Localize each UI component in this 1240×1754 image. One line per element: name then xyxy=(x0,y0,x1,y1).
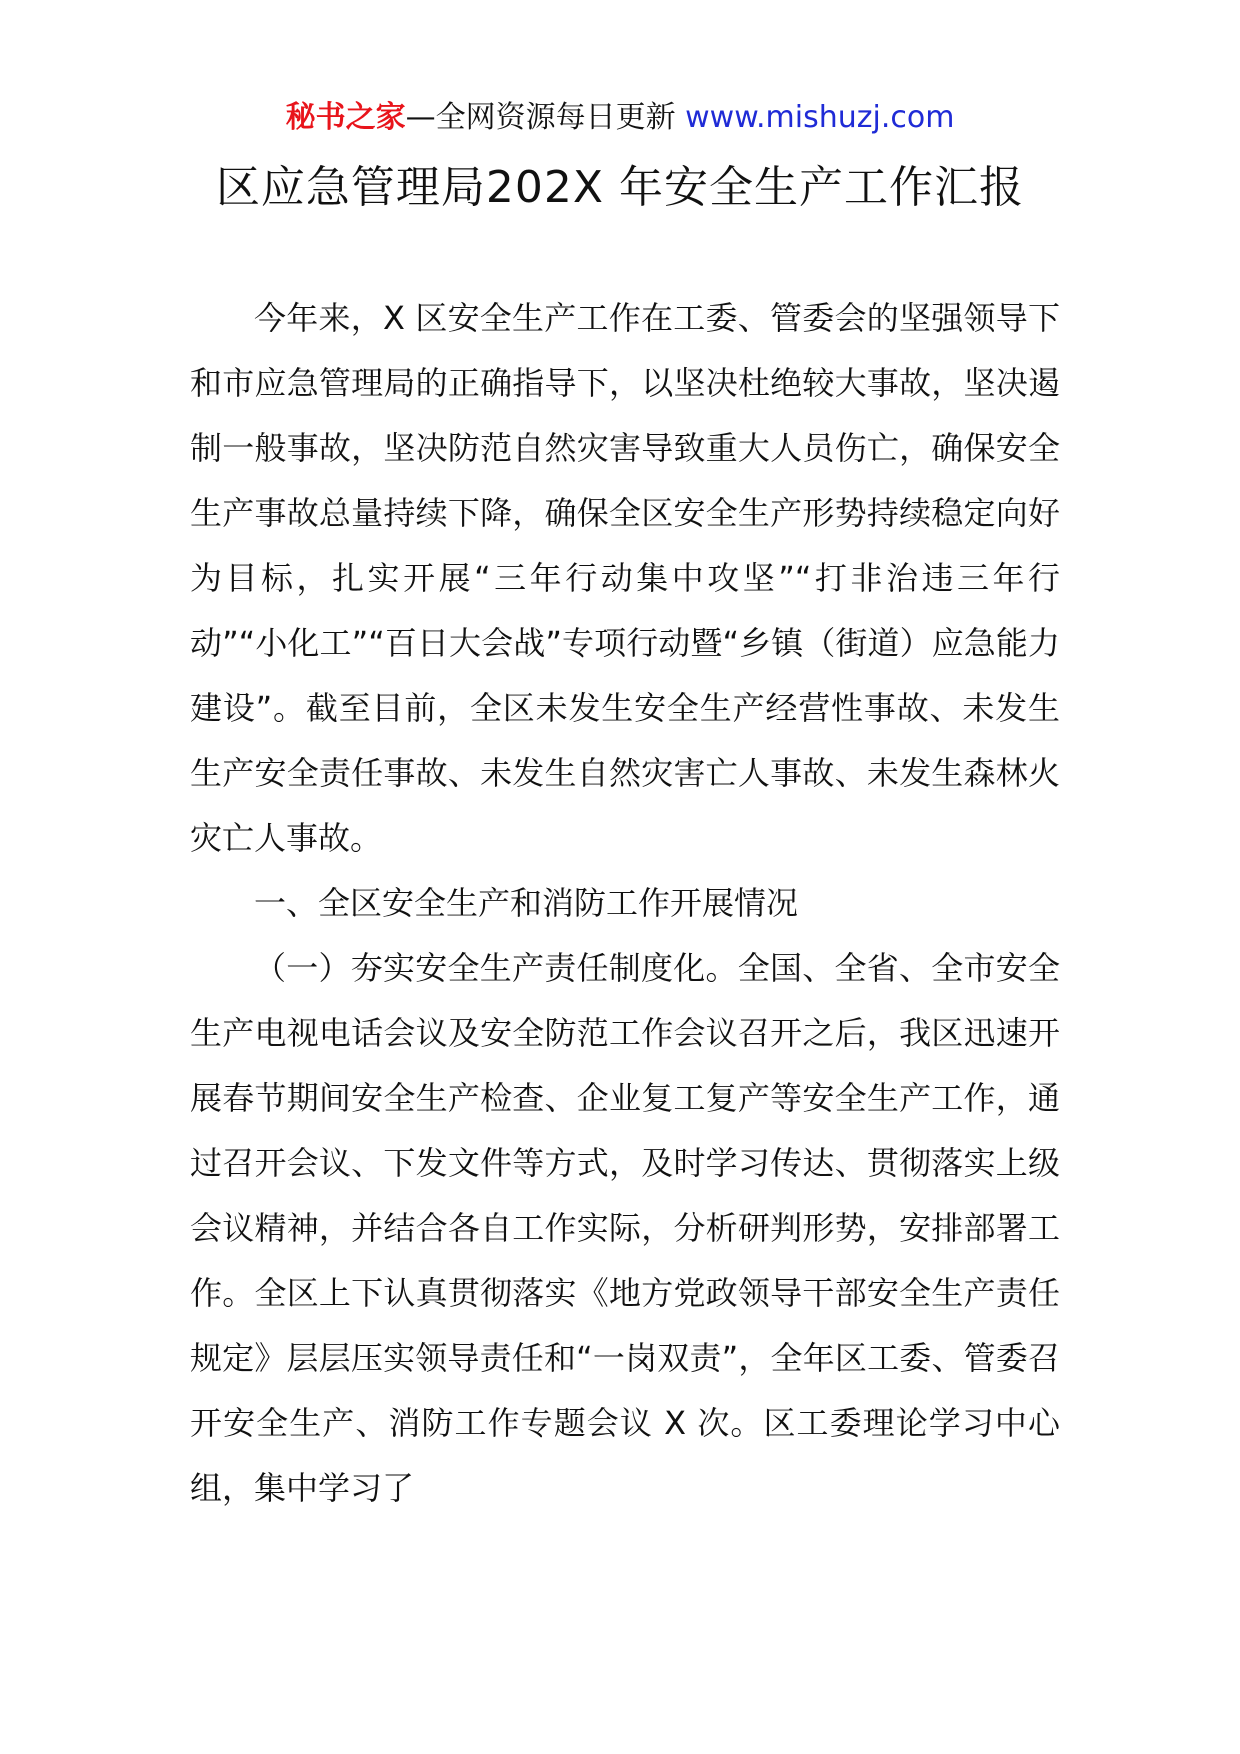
document-body xyxy=(190,286,1060,1521)
subsection-paragraph: （一）夯实安全生产责任制度化。全国、全省、全市安全生产电视电话会议及安全防范工作会议召开之后，我区迅速开展春节期间安全生产检查、企业复工复产等安全生产工作，通过召开会议、下发文件等方式，及时学习传达、贯彻落实上级会议精神，并结合各自工作实际，分析研判形势，安排部署工作。全区上下认真贯彻落实《地方党政领导干部安全生产责任规定》层层压实领导责任和“一岗双责”，全年区工委、管委召开安全生产、消防工作专题会议 X 次。区工委理论学习中心组，集中学习了 xyxy=(190,949,1060,1507)
section-heading: 一、全区安全生产和消防工作开展情况 xyxy=(254,884,799,922)
site-url-link[interactable]: www.mishuzj.com xyxy=(685,100,955,135)
site-banner xyxy=(0,98,1240,138)
intro-paragraph: 今年来，X 区安全生产工作在工委、管委会的坚强领导下和市应急管理局的正确指导下，以坚决杜绝较大事故，坚决遏制一般事故，坚决防范自然灾害导致重大人员伤亡，确保安全生产事故总量持续下降，确保全区安全生产形势持续稳定向好为目标，扎实开展“三年行动集中攻坚”“打非治违三年行动”“小化工”“百日大会战”专项行动暨“乡镇（街道）应急能力建设”。截至目前，全区未发生安全生产经营性事故、未发生生产安全责任事故、未发生自然灾害亡人事故、未发生森林火灾亡人事故。 xyxy=(190,299,1060,857)
site-name: 秘书之家 xyxy=(285,100,406,135)
document-title: 区应急管理局202X 年安全生产工作汇报 xyxy=(215,162,1025,213)
site-tagline: —全网资源每日更新 xyxy=(405,100,686,135)
